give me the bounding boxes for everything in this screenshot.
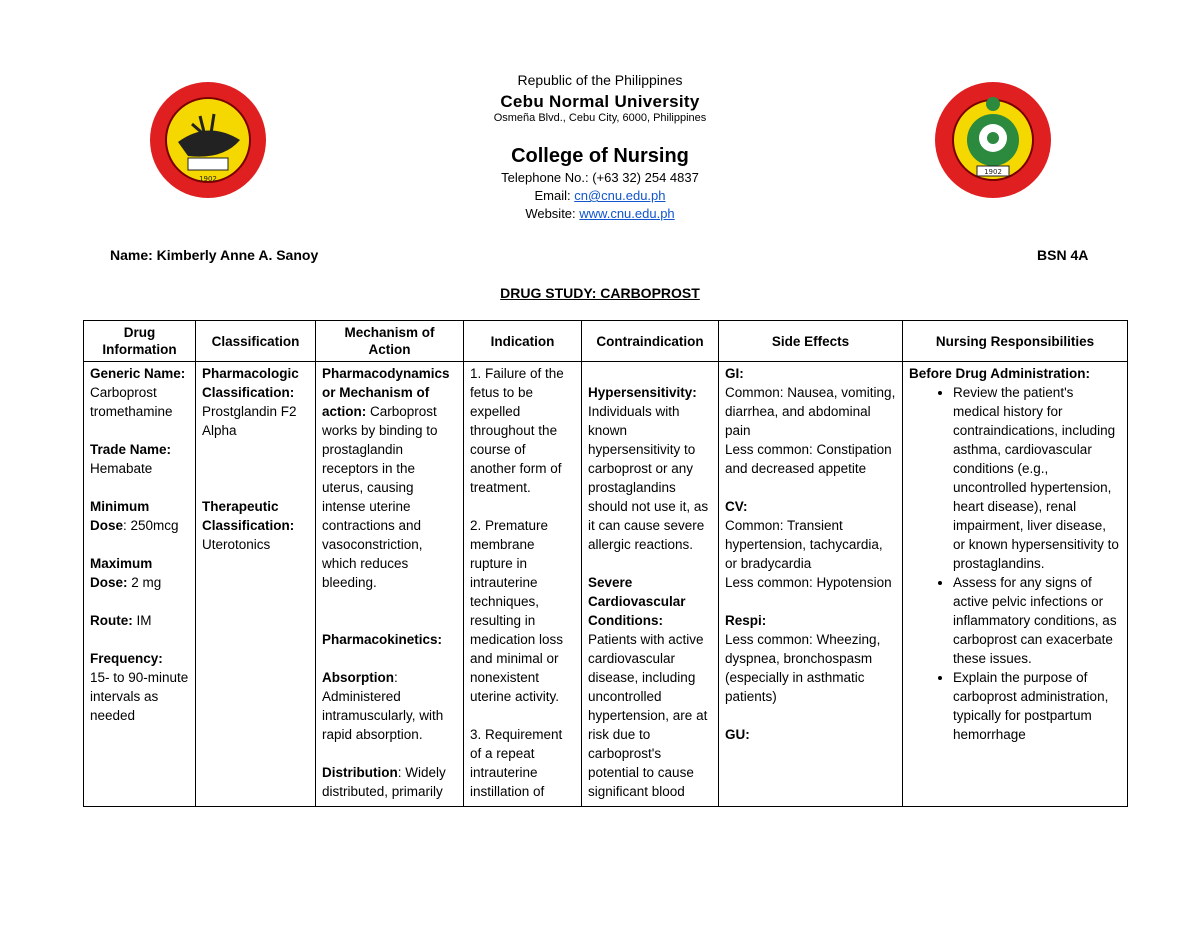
table-header-row [84,321,1128,362]
distribution: Distribution: Widely distributed, primarily [322,765,446,799]
university-address: Osmeña Blvd., Cebu City, 6000, Philippines [493,112,707,124]
col-drug-information: Drug Information [84,321,196,362]
severe-cardiovascular-label: Severe Cardiovascular Conditions: [588,575,686,628]
nursing-list [909,383,1121,744]
maximum-dose: Maximum Dose: 2 mg [90,556,162,590]
generic-name: Carboprost tromethamine [90,385,173,419]
email-line [0,188,1200,203]
classification-cell [196,362,316,807]
student-name: Name: Kimberly Anne A. Sanoy [110,247,319,263]
indication-2: 2. Premature membrane rupture in intrauterine techniques, resulting in medication loss and minimal or nonexistent uterine activity. [470,518,564,704]
generic-name-label: Generic Name: [90,366,186,381]
indication-3: 3. Requirement of a repeat intrauterine instillation of [470,727,563,799]
email-link[interactable]: cn@cnu.edu.ph [574,188,666,203]
email-label: Email: [534,188,575,203]
website-link[interactable]: www.cnu.edu.ph [579,206,675,221]
svg-text:1902: 1902 [984,168,1002,176]
website-label: Website: [525,206,580,221]
therapeutic-classification: Uterotonics [202,537,271,552]
indication-cell [464,362,582,807]
therapeutic-classification-label: Therapeutic Classification: [202,499,295,533]
contraindication-cell [582,362,719,807]
col-mechanism: Mechanism of Action [316,321,464,362]
cv-label: CV: [725,499,748,514]
nursing-responsibilities-cell [903,362,1128,807]
col-side-effects: Side Effects [719,321,903,362]
college-name: College of Nursing [511,145,689,167]
respi-label: Respi: [725,613,767,628]
cv-common: Common: Transient hypertension, tachycardia, or bradycardia [725,518,883,571]
svg-text:1902: 1902 [199,175,217,183]
col-nursing-responsibilities: Nursing Responsibilities [903,321,1128,362]
col-indication: Indication [464,321,582,362]
list-item: • Review the patient's medical history for contraindications, including asthma, cardiovascular conditions (e.g., uncontrolled hypertension, heart disease), renal impairment, liver disease, or known hypersensitivity to prostaglandins. [953,383,1121,573]
drug-study-table [83,320,1128,807]
hypersensitivity: Individuals with known hypersensitivity to carboprost or any prostaglandins should not use it, as it can cause severe allergic reactions. [588,404,709,552]
gu-label: GU: [725,727,750,742]
trade-name-label: Trade Name: [90,442,172,457]
student-section: BSN 4A [1037,247,1089,263]
university-name: Cebu Normal University [500,92,700,111]
col-contraindication: Contraindication [582,321,719,362]
drug-info-cell [84,362,196,807]
severe-cardiovascular: Patients with active cardiovascular disease, including uncontrolled hypertension, are at risk due to carboprost's potential to cause significant blood [588,632,708,799]
website-line [0,206,1200,221]
side-effects-cell [719,362,903,807]
gi-common: Common: Nausea, vomiting, diarrhea, and abdominal pain [725,385,896,438]
respi-less-common: Less common: Wheezing, dyspnea, bronchospasm (especially in asthmatic patients) [725,632,881,704]
pharmacodynamics: Pharmacodynamics or Mechanism of action: Carboprost works by binding to prostaglandin receptors in the uterus, causing intense uterine contractions and vasoconstriction, which reduces bleeding. [322,366,450,590]
list-item: • Explain the purpose of carboprost administration, typically for postpartum hemorrhage [953,668,1121,744]
republic-line: Republic of the Philippines [517,72,683,88]
table-row [84,362,1128,807]
frequency-label: Frequency: [90,651,163,666]
absorption: Absorption: Administered intramuscularly, with rapid absorption. [322,670,444,742]
cv-less-common: Less common: Hypotension [725,575,892,590]
gi-less-common: Less common: Constipation and decreased appetite [725,442,892,476]
document-title: DRUG STUDY: CARBOPROST [500,285,700,301]
hypersensitivity-label: Hypersensitivity: [588,385,697,400]
gi-label: GI: [725,366,744,381]
minimum-dose: Minimum Dose: 250mcg [90,499,179,533]
list-item: • Assess for any signs of active pelvic infections or inflammatory conditions, as carboprost can exacerbate these issues. [953,573,1121,668]
frequency: 15- to 90-minute intervals as needed [90,670,189,723]
indication-1: 1. Failure of the fetus to be expelled throughout the course of another form of treatment. [470,366,564,495]
route: Route: IM [90,613,152,628]
col-classification: Classification [196,321,316,362]
mechanism-cell [316,362,464,807]
pharmacokinetics-label: Pharmacokinetics: [322,632,443,647]
trade-name: Hemabate [90,461,153,476]
before-administration-label: Before Drug Administration: [909,366,1091,381]
pharmacologic-classification: Prostglandin F2 Alpha [202,404,297,438]
telephone-line: Telephone No.: (+63 32) 254 4837 [501,170,699,185]
pharmacologic-classification-label: Pharmacologic Classification: [202,366,299,400]
